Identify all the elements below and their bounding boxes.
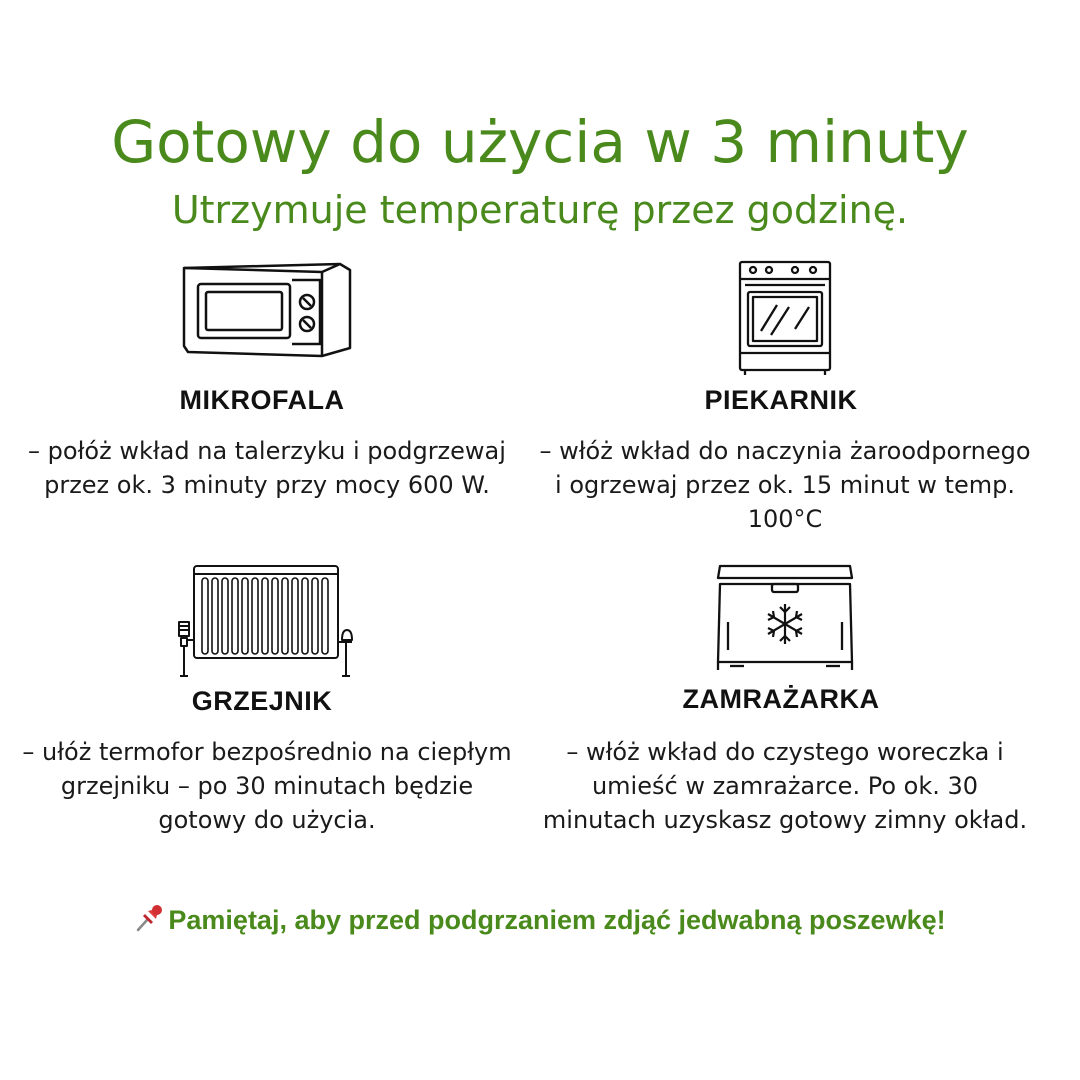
method-heading-microwave: MIKROFALA: [179, 385, 345, 415]
method-description-microwave: – połóż wkład na talerzyku i podgrzewaj przez ok. 3 minuty przy mocy 600 W.: [28, 437, 506, 499]
microwave-icon: [180, 262, 355, 358]
method-heading-oven: PIEKARNIK: [704, 385, 858, 415]
pushpin-icon: [134, 903, 164, 940]
method-heading-freezer: ZAMRAŻARKA: [682, 684, 880, 714]
method-description-radiator: – ułóż termofor bezpośrednio na ciepłym grzejniku – po 30 minutach będzie gotowy do użycia.: [22, 738, 512, 834]
page-subtitle: Utrzymuje temperaturę przez godzinę.: [171, 188, 909, 232]
method-description-freezer: – włóż wkład do czystego woreczka i umieść w zamrażarce. Po ok. 30 minutach uzyskasz gotowy zimny okład.: [542, 738, 1028, 834]
reminder-note: [0, 903, 1080, 940]
freezer-icon: [714, 562, 856, 674]
reminder-text: Pamiętaj, aby przed podgrzaniem zdjąć jedwabną poszewkę!: [168, 905, 946, 935]
radiator-icon: [170, 560, 356, 682]
method-description-oven: – włóż wkład do naczynia żaroodpornego i ogrzewaj przez ok. 15 minut w temp. 100°C: [539, 437, 1031, 533]
page-title: Gotowy do użycia w 3 minuty: [111, 108, 969, 176]
oven-icon: [737, 259, 833, 377]
method-heading-radiator: GRZEJNIK: [191, 686, 333, 716]
